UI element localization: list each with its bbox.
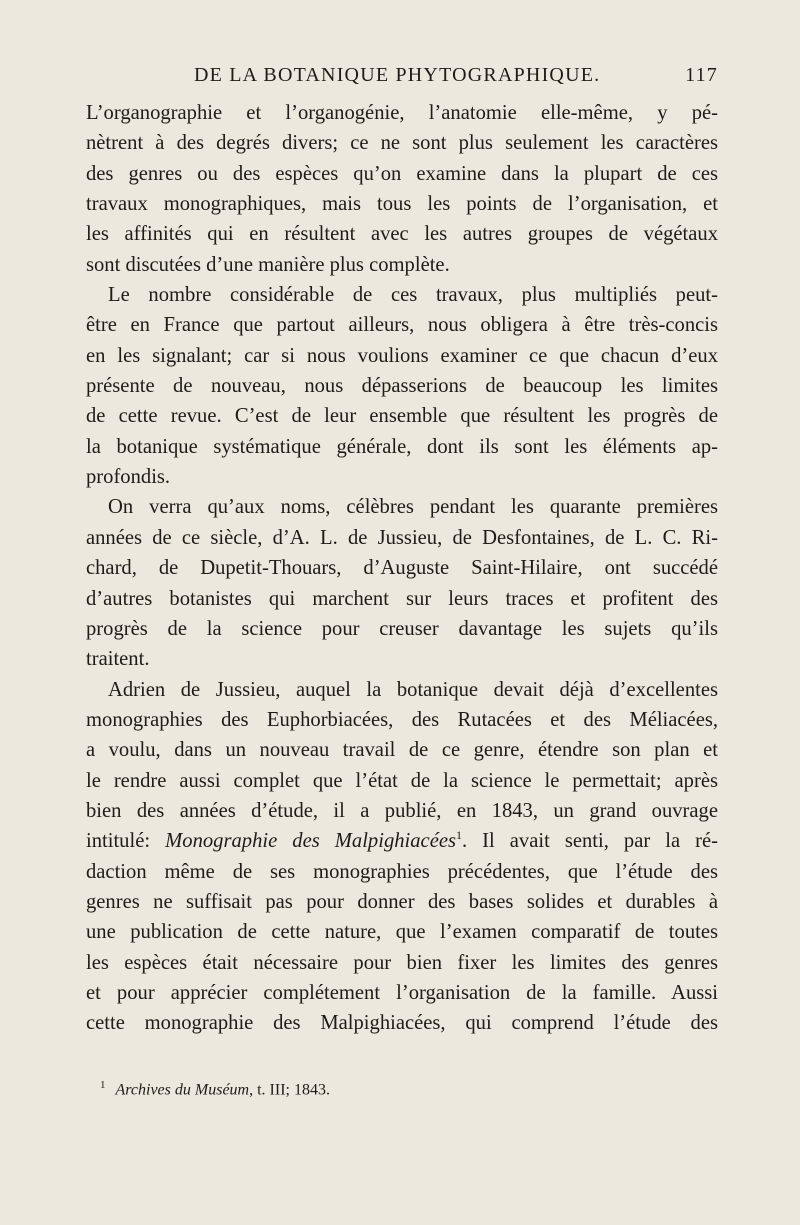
text-line: Le nombre considérable de ces travaux, plus multipliés peut- xyxy=(108,284,718,307)
text-line: progrès de la science pour creuser davantage les sujets qu’ils xyxy=(86,617,718,640)
text-line: présente de nouveau, nous dépasserions de beaucoup les limites xyxy=(86,375,718,398)
text-line: les affinités qui en résultent avec les autres groupes de végétaux xyxy=(86,223,718,246)
text-line: profondis. xyxy=(86,466,171,489)
text-line: genres ne suffisait pas pour donner des bases solides et durables à xyxy=(86,890,718,913)
text-line: sont discutées d’une manière plus complète. xyxy=(86,253,450,276)
text-line: nètrent à des degrés divers; ce ne sont plus seulement les caractères xyxy=(86,132,718,155)
footnote-details: , t. III; 1843. xyxy=(249,1081,330,1099)
text-line: années de ce siècle, d’A. L. de Jussieu, de Desfontaines, de L. C. Ri- xyxy=(86,526,718,549)
text-fragment: . Il avait senti, par la ré- xyxy=(462,830,718,853)
text-line-with-title xyxy=(86,826,718,856)
footnote xyxy=(100,1079,600,1099)
text-line: le rendre aussi complet que l’état de la science le permettait; après xyxy=(86,769,718,792)
text-line: traitent. xyxy=(86,648,150,671)
text-line: être en France que partout ailleurs, nous obligera à être très-concis xyxy=(86,314,718,337)
text-line: L’organographie et l’organogénie, l’anatomie elle-même, y pé- xyxy=(86,102,718,124)
text-line: chard, de Dupetit-Thouars, d’Auguste Saint-Hilaire, ont succédé xyxy=(86,557,718,580)
text-line: monographies des Euphorbiacées, des Rutacées et des Méliacées, xyxy=(86,708,718,731)
text-fragment: intitulé: xyxy=(86,830,151,853)
running-head xyxy=(86,64,718,94)
text-line: des genres ou des espèces qu’on examine dans la plupart de ces xyxy=(86,162,718,185)
text-line: travaux monographiques, mais tous les points de l’organisation, et xyxy=(86,193,718,216)
body-text xyxy=(86,98,718,1039)
footnote-mark: 1 xyxy=(100,1079,106,1091)
text-line: cette monographie des Malpighiacées, qui comprend l’étude des xyxy=(86,1012,718,1035)
text-line: les espèces était nécessaire pour bien fixer les limites des genres xyxy=(86,951,718,974)
text-line: daction même de ses monographies précédentes, que l’étude des xyxy=(86,860,718,883)
text-line: une publication de cette nature, que l’examen comparatif de toutes xyxy=(86,921,718,944)
text-line: a voulu, dans un nouveau travail de ce genre, étendre son plan et xyxy=(86,739,718,762)
running-title: DE LA BOTANIQUE PHYTOGRAPHIQUE. xyxy=(194,64,601,86)
text-line: Adrien de Jussieu, auquel la botanique devait déjà d’excellentes xyxy=(108,678,718,701)
text-line: de cette revue. C’est de leur ensemble que résultent les progrès de xyxy=(86,405,718,428)
text-line: la botanique systématique générale, dont ils sont les éléments ap- xyxy=(86,435,718,458)
footnote-reference: 1 xyxy=(456,828,462,843)
text-line: bien des années d’étude, il a publié, en 1843, un grand ouvrage xyxy=(86,799,718,822)
text-line: et pour apprécier complétement l’organisation de la famille. Aussi xyxy=(86,981,718,1004)
book-title: Monographie des Malpighiacées xyxy=(165,830,456,853)
text-line: en les signalant; car si nous voulions examiner ce que chacun d’eux xyxy=(86,344,718,367)
page-number: 117 xyxy=(685,64,718,86)
text-line: On verra qu’aux noms, célèbres pendant les quarante premières xyxy=(108,496,718,519)
text-line: d’autres botanistes qui marchent sur leurs traces et profitent des xyxy=(86,587,718,610)
footnote-source-title: Archives du Muséum xyxy=(115,1081,250,1099)
